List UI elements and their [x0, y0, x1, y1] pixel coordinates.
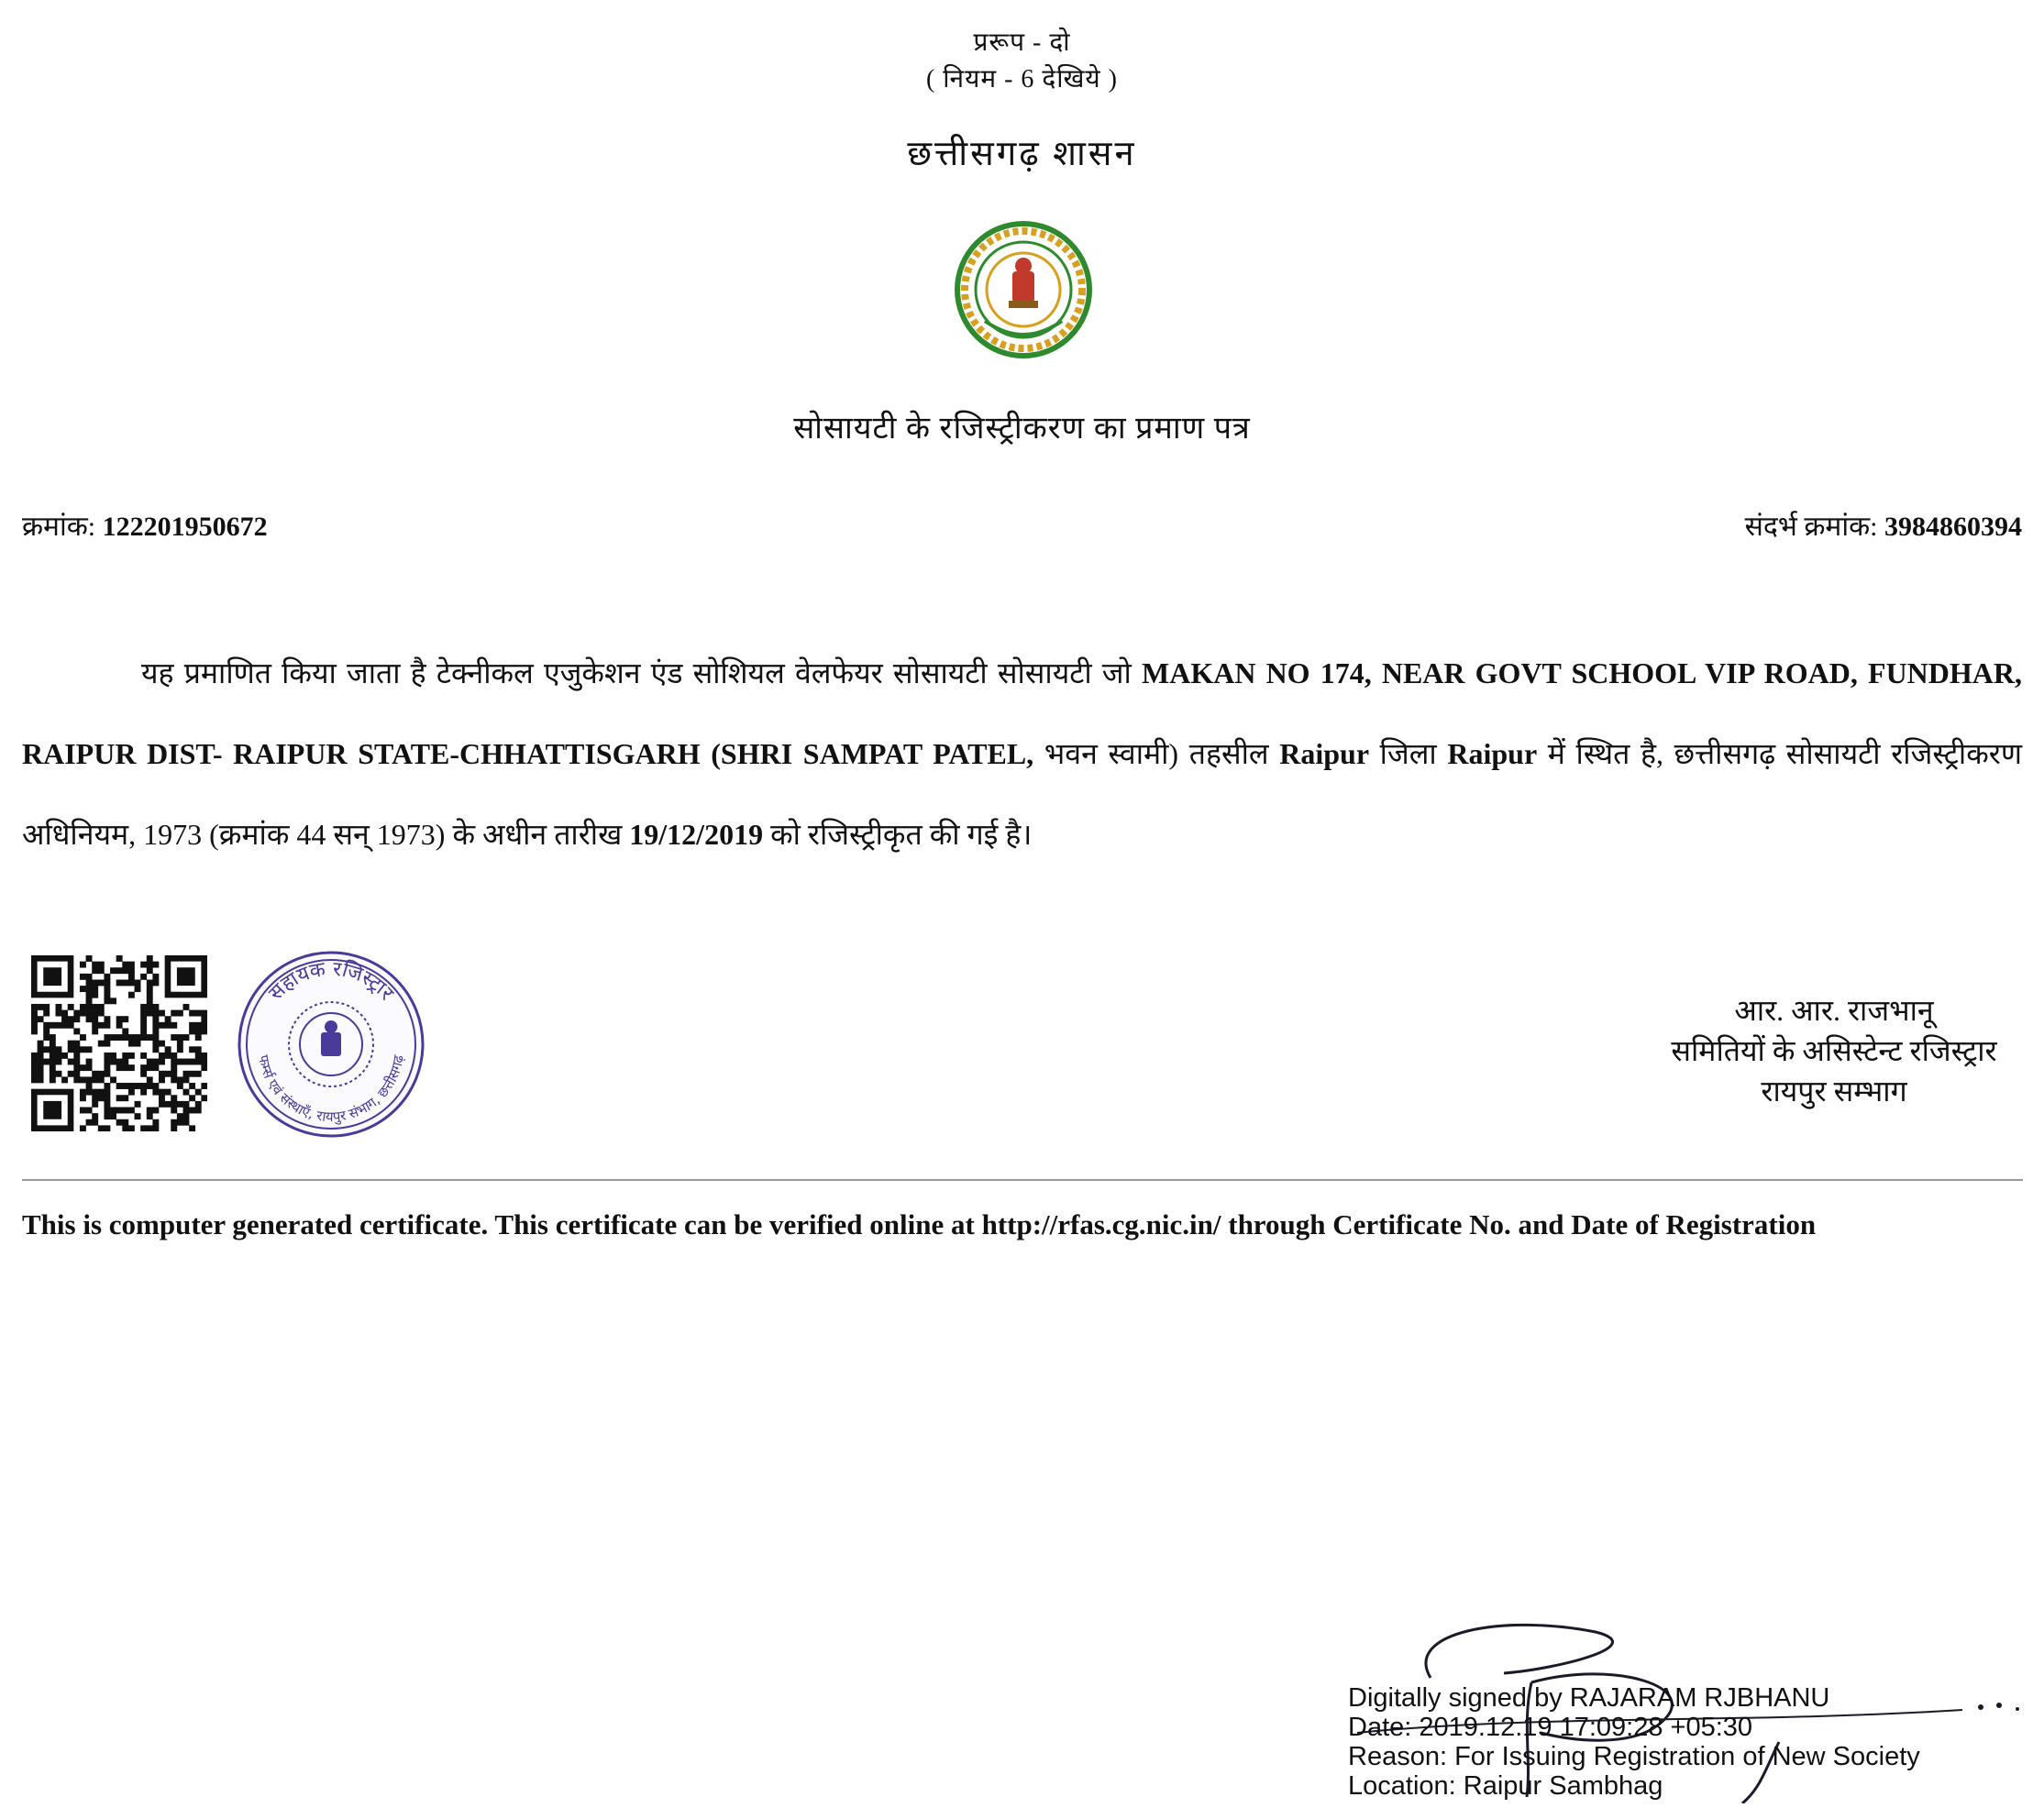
certificate-body	[22, 633, 2022, 875]
rule-reference: ( नियम - 6 देखिये )	[925, 65, 1118, 94]
kramank-value: 122201950672	[102, 512, 268, 542]
signature-location: Location: Raipur Sambhag	[1348, 1771, 1663, 1801]
seal-bottom-text: फर्म्स एवं संस्थाएँ, रायपुर संभाग, छत्तीसगढ़	[255, 1053, 407, 1126]
signature-signed-by: Digitally signed by RAJARAM RJBHANU	[1348, 1683, 1830, 1713]
ref-value: 3984860394	[1884, 512, 2022, 542]
reference-number	[1745, 506, 2022, 544]
tehsil-value: Raipur	[1279, 737, 1370, 770]
society-address: MAKAN NO 174, NEAR GOVT SCHOOL VIP ROAD, FUNDHAR, RAIPUR DIST- RAIPUR STATE-CHHATTISGARH (SHRI SAMPAT PATEL,	[22, 656, 2023, 770]
district-value: Raipur	[1447, 737, 1538, 770]
kramank-label: क्रमांक:	[22, 512, 96, 542]
district-label: जिला	[1379, 737, 1437, 770]
owner-suffix: भवन स्वामी)	[1044, 737, 1179, 770]
signature-reason: Reason: For Issuing Registration of New Society	[1348, 1742, 1920, 1771]
chhattisgarh-emblem-icon	[954, 220, 1093, 359]
act-text: छत्तीसगढ़ सोसायटी रजिस्ट्रीकरण अधिनियम, 1973 (क्रमांक 44 सन् 1973) के अधीन तारीख	[22, 737, 2022, 851]
signature-date: Date: 2019.12.19 17:09:28 +05:30	[1348, 1713, 1753, 1742]
seal-top-text: सहायक रजिस्ट्रार	[264, 957, 398, 1006]
digital-signature-block	[1348, 1683, 1920, 1801]
officer-name: आर. आर. राजभानू	[1734, 994, 1934, 1027]
certificate-number	[22, 506, 268, 544]
body-intro: यह प्रमाणित किया जाता है टेक्नीकल एजुकेशन एंड सोशियल वेलफेयर सोसायटी सोसायटी जो	[141, 656, 1132, 689]
verification-note: This is computer generated certificate. This certificate can be verified online at http://rfas.cg.nic.in/ through Certificate No. and Date of Registration	[22, 1208, 1817, 1240]
registration-date: 19/12/2019	[629, 818, 764, 851]
footer-divider	[22, 1179, 2023, 1181]
government-title: छत्तीसगढ़ शासन	[907, 135, 1137, 173]
qr-code-icon	[31, 955, 207, 1131]
ref-label: संदर्भ क्रमांक:	[1744, 512, 1878, 542]
officer-division: रायपुर सम्भाग	[1761, 1075, 1907, 1108]
certificate-title: सोसायटी के रजिस्ट्रीकरण का प्रमाण पत्र	[793, 412, 1251, 446]
form-name: प्ररूप - दो	[973, 28, 1071, 57]
located-text: में स्थित है,	[1547, 737, 1663, 770]
assistant-registrar-seal	[231, 944, 431, 1144]
closing-text: को रजिस्ट्रीकृत की गई है।	[770, 818, 1033, 851]
officer-designation: समितियों के असिस्टेन्ट रजिस्ट्रार	[1671, 1034, 1997, 1067]
tehsil-label: तहसील	[1188, 737, 1269, 770]
